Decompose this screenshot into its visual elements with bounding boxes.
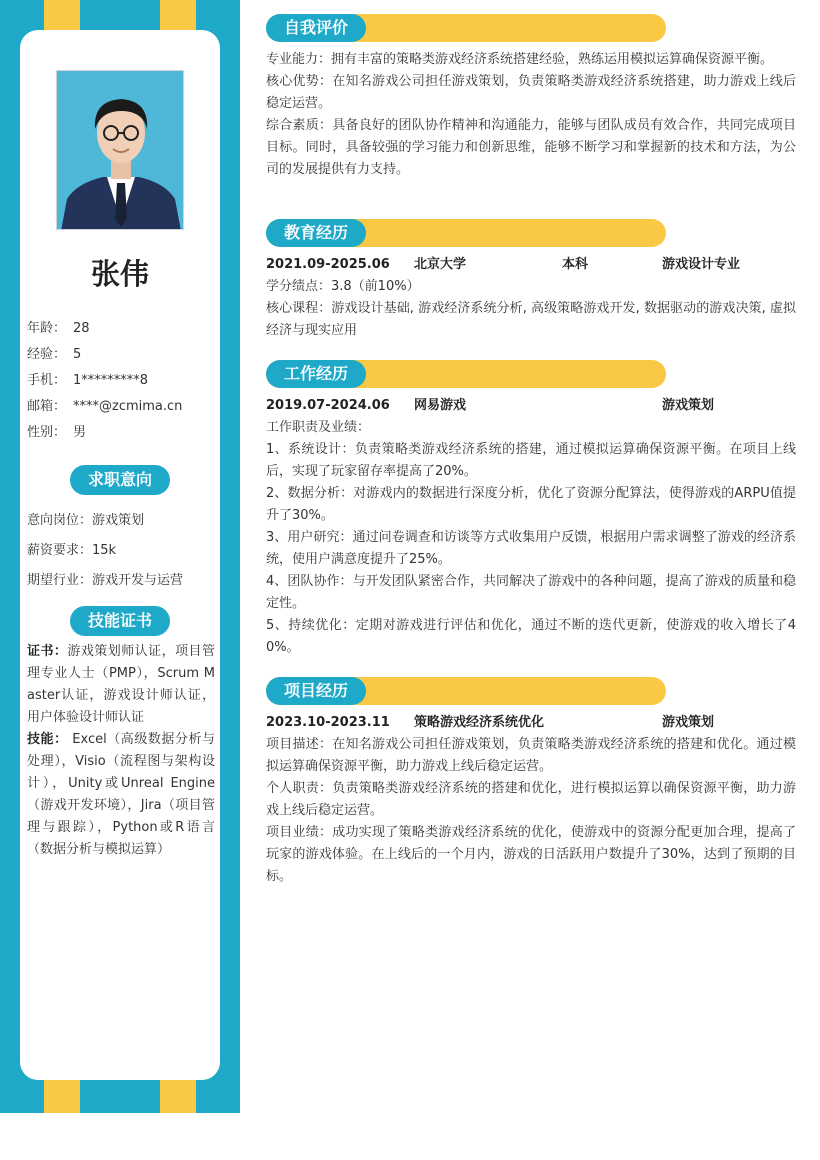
company: 网易游戏 bbox=[414, 398, 467, 413]
info-value: ****@zcmima.cn bbox=[73, 399, 183, 414]
work-meta bbox=[266, 395, 796, 417]
self-eval-content bbox=[266, 49, 796, 181]
paragraph: 2、数据分析：对游戏内的数据进行深度分析，优化了资源分配算法，使得游戏的ARPU值提升了30%。 bbox=[266, 486, 796, 523]
paragraph: 专业能力：拥有丰富的策略类游戏经济系统搭建经验，熟练运用模拟运算确保资源平衡。 bbox=[266, 52, 774, 67]
info-label: 经验： bbox=[27, 347, 67, 362]
skill-paragraph bbox=[27, 729, 215, 861]
intent-item: 意向岗位：游戏策划 bbox=[27, 513, 145, 528]
info-label: 年龄： bbox=[27, 321, 67, 336]
section-title: 工作经历 bbox=[266, 360, 366, 388]
section-title-certs: 技能证书 bbox=[70, 606, 170, 636]
info-label: 邮箱： bbox=[27, 399, 67, 414]
skill-label: 技能： bbox=[27, 732, 68, 747]
decor-stripe bbox=[44, 0, 80, 30]
sidebar bbox=[0, 0, 240, 1113]
section-title: 自我评价 bbox=[266, 14, 366, 42]
info-value: 5 bbox=[73, 347, 82, 362]
paragraph: 核心优势：在知名游戏公司担任游戏策划，负责策略类游戏经济系统搭建，助力游戏上线后稳定运营。 bbox=[266, 74, 796, 111]
period: 2023.10-2023.11 bbox=[266, 715, 390, 730]
info-label: 手机： bbox=[27, 373, 67, 388]
paragraph: 项目业绩：成功实现了策略类游戏经济系统的优化，使游戏中的资源分配更加合理，提高了玩家的游戏体验。在上线后的一个月内，游戏的日活跃用户数提升了30%，达到了预期的目标。 bbox=[266, 825, 796, 884]
info-row bbox=[27, 342, 217, 368]
section-header-self-eval bbox=[266, 14, 666, 42]
project-content bbox=[266, 712, 796, 888]
decor-stripe bbox=[160, 0, 196, 30]
paragraph: 5、持续优化：定期对游戏进行评估和优化，通过不断的迭代更新，使游戏的收入增长了40%。 bbox=[266, 618, 796, 655]
decor-stripe bbox=[44, 1080, 80, 1113]
paragraph: 个人职责：负责策略类游戏经济系统的搭建和优化，进行模拟运算以确保资源平衡，助力游戏上线后稳定运营。 bbox=[266, 781, 796, 818]
section-title: 教育经历 bbox=[266, 219, 366, 247]
candidate-name: 张伟 bbox=[90, 257, 149, 291]
basic-info bbox=[27, 316, 217, 446]
info-row bbox=[27, 316, 217, 342]
project-meta bbox=[266, 712, 796, 734]
skill-text: Excel（高级数据分析与处理），Visio（流程图与架构设计），Unity或Unreal Engine（游戏开发环境），Jira（项目管理与跟踪），Python或R语言（数据分析与模拟运算） bbox=[27, 732, 215, 857]
degree: 本科 bbox=[562, 257, 589, 272]
skills-certs bbox=[27, 641, 215, 861]
info-row bbox=[27, 394, 217, 420]
paragraph: 工作职责及业绩： bbox=[266, 420, 371, 435]
cert-text: 游戏策划师认证，项目管理专业人士（PMP），Scrum Master认证，游戏设计师认证，用户体验设计师认证 bbox=[27, 644, 215, 725]
info-value: 28 bbox=[73, 321, 90, 336]
section-header-work bbox=[266, 360, 666, 388]
project-name: 策略游戏经济系统优化 bbox=[414, 715, 545, 730]
info-value: 男 bbox=[73, 425, 87, 440]
decor-stripe bbox=[160, 1080, 196, 1113]
info-row bbox=[27, 368, 217, 394]
work-content bbox=[266, 395, 796, 659]
avatar bbox=[56, 70, 184, 230]
major: 游戏设计专业 bbox=[662, 257, 741, 272]
education-content bbox=[266, 254, 796, 342]
paragraph: 4、团队协作：与开发团队紧密合作，共同解决了游戏中的各种问题，提高了游戏的质量和稳定性。 bbox=[266, 574, 796, 611]
info-value: 1*********8 bbox=[73, 373, 149, 388]
intent-item: 薪资要求：15k bbox=[27, 543, 117, 558]
paragraph: 核心课程：游戏设计基础, 游戏经济系统分析, 高级策略游戏开发, 数据驱动的游戏决策, 虚拟经济与现实应用 bbox=[266, 301, 796, 338]
paragraph: 3、用户研究：通过问卷调查和访谈等方式收集用户反馈，根据用户需求调整了游戏的经济系统，使用户满意度提升了25%。 bbox=[266, 530, 796, 567]
paragraph: 1、系统设计：负责策略类游戏经济系统的搭建，通过模拟运算确保资源平衡。在项目上线后，实现了玩家留存率提高了20%。 bbox=[266, 442, 796, 479]
cert-paragraph bbox=[27, 641, 215, 729]
info-row bbox=[27, 420, 217, 446]
paragraph: 综合素质：具备良好的团队协作精神和沟通能力，能够与团队成员有效合作，共同完成项目目标。同时，具备较强的学习能力和创新思维，能够不断学习和掌握新的技术和方法，为公司的发展提供有力支持。 bbox=[266, 118, 796, 177]
education-meta bbox=[266, 254, 796, 276]
job-intent bbox=[27, 506, 217, 596]
section-title-intent: 求职意向 bbox=[70, 465, 170, 495]
info-label: 性别： bbox=[27, 425, 67, 440]
profile-card bbox=[20, 30, 220, 1080]
section-header-project bbox=[266, 677, 666, 705]
intent-item: 期望行业：游戏开发与运营 bbox=[27, 573, 184, 588]
section-header-education bbox=[266, 219, 666, 247]
school: 北京大学 bbox=[414, 257, 467, 272]
portrait-photo bbox=[57, 71, 184, 230]
period: 2021.09-2025.06 bbox=[266, 257, 390, 272]
cert-label: 证书： bbox=[27, 644, 68, 659]
paragraph: 项目描述：在知名游戏公司担任游戏策划，负责策略类游戏经济系统的搭建和优化。通过模拟运算确保资源平衡，助力游戏上线后稳定运营。 bbox=[266, 737, 796, 774]
role: 游戏策划 bbox=[662, 715, 715, 730]
role: 游戏策划 bbox=[662, 398, 715, 413]
period: 2019.07-2024.06 bbox=[266, 398, 390, 413]
paragraph: 学分绩点：3.8（前10%） bbox=[266, 279, 420, 294]
section-title: 项目经历 bbox=[266, 677, 366, 705]
